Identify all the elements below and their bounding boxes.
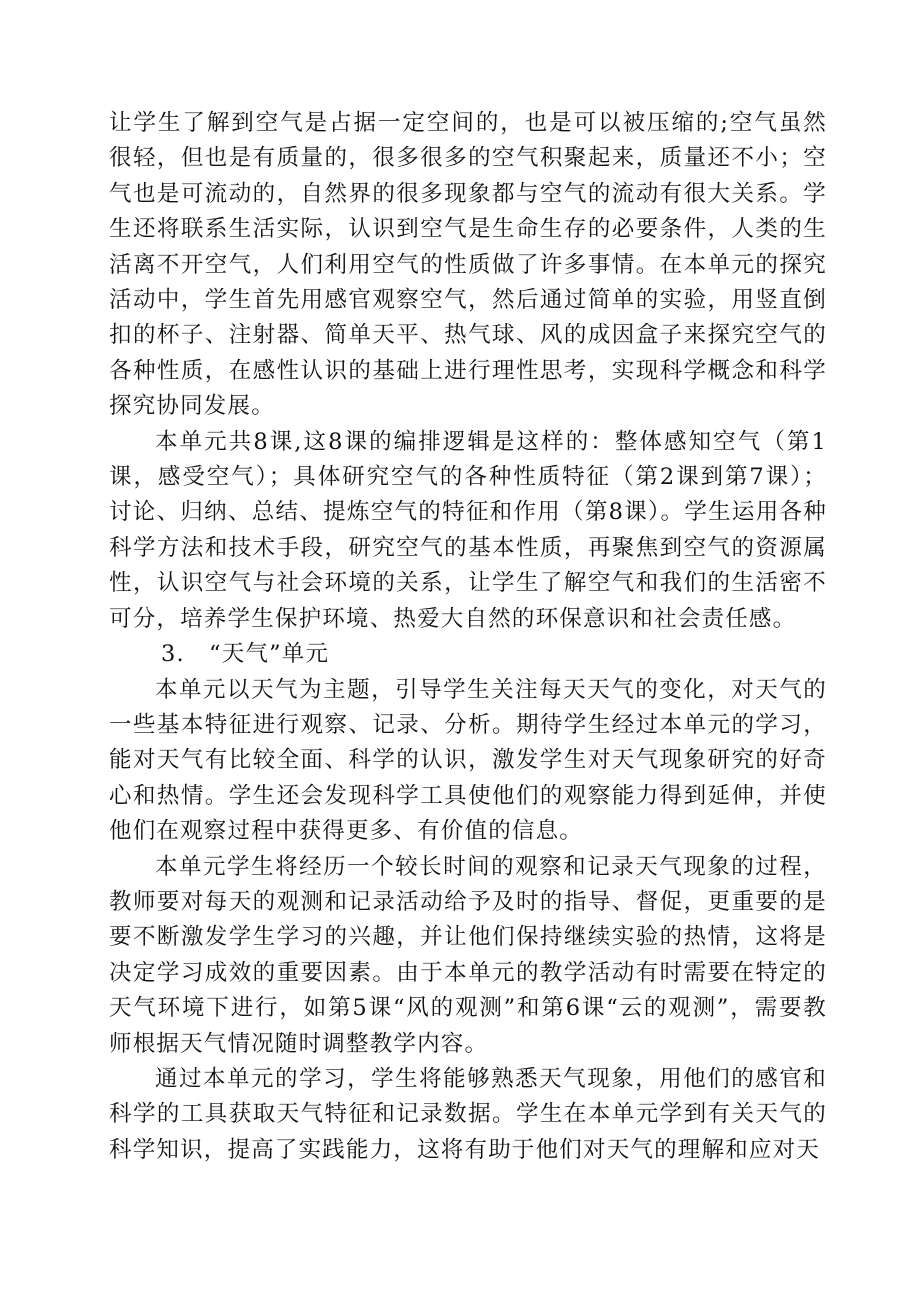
paragraph-lesson-structure: 本单元共8课,这8课的编排逻辑是这样的：整体感知空气（第1课，感受空气）；具体研究空气的各种性质特征（第2课到第7课）；讨论、归纳、总结、提炼空气的特征和作用（第8课）。学生运用各种科学方法和技术手段，研究空气的基本性质，再聚焦到空气的资源属性，认识空气与社会环境的关系，让学生了解空气和我们的生活密不可分，培养学生保护环境、热爱大自然的环保意识和社会责任感。 bbox=[109, 428, 827, 632]
paragraph-weather-intro: 本单元以天气为主题，引导学生关注每天天气的变化，对天气的一些基本特征进行观察、记录、分析。期待学生经过本单元的学习，能对天气有比较全面、科学的认识，激发学生对天气现象研究的好奇心和热情。学生还会发现科学工具使他们的观察能力得到延伸，并使他们在观察过程中获得更多、有价值的信息。 bbox=[109, 676, 827, 845]
section-number: 3. bbox=[161, 641, 185, 668]
paragraph-air-properties: 让学生了解到空气是占据一定空间的，也是可以被压缩的;空气虽然很轻，但也是有质量的，很多很多的空气积聚起来，质量还不小；空气也是可流动的，自然界的很多现象都与空气的流动有很大关系。学生还将联系生活实际，认识到空气是生命生存的必要条件，人类的生活离不开空气，人们利用空气的性质做了许多事情。在本单元的探究活动中，学生首先用感官观察空气，然后通过简单的实验，用竖直倒扣的杯子、注射器、简单天平、热气球、风的成因盒子来探究空气的各种性质，在感性认识的基础上进行理性思考，实现科学概念和科学探究协同发展。 bbox=[109, 110, 827, 420]
paragraph-weather-outcomes: 通过本单元的学习，学生将能够熟悉天气现象，用他们的感官和科学的工具获取天气特征和记录数据。学生在本单元学到有关天气的科学知识，提高了实践能力，这将有助于他们对天气的理解和应对天 bbox=[109, 1065, 827, 1163]
section-heading-weather-unit bbox=[109, 637, 827, 672]
paragraph-weather-observation: 本单元学生将经历一个较长时间的观察和记录天气现象的过程，教师要对每天的观测和记录活动给予及时的指导、督促，更重要的是要不断激发学生学习的兴趣，并让他们保持继续实验的热情，这将是决定学习成效的重要因素。由于本单元的教学活动有时需要在特定的天气环境下进行，如第5课“风的观测”和第6课“云的观测”，需要教师根据天气情况随时调整教学内容。 bbox=[109, 853, 827, 1057]
document-body bbox=[109, 106, 827, 1168]
section-title: “天气”单元 bbox=[209, 641, 330, 668]
